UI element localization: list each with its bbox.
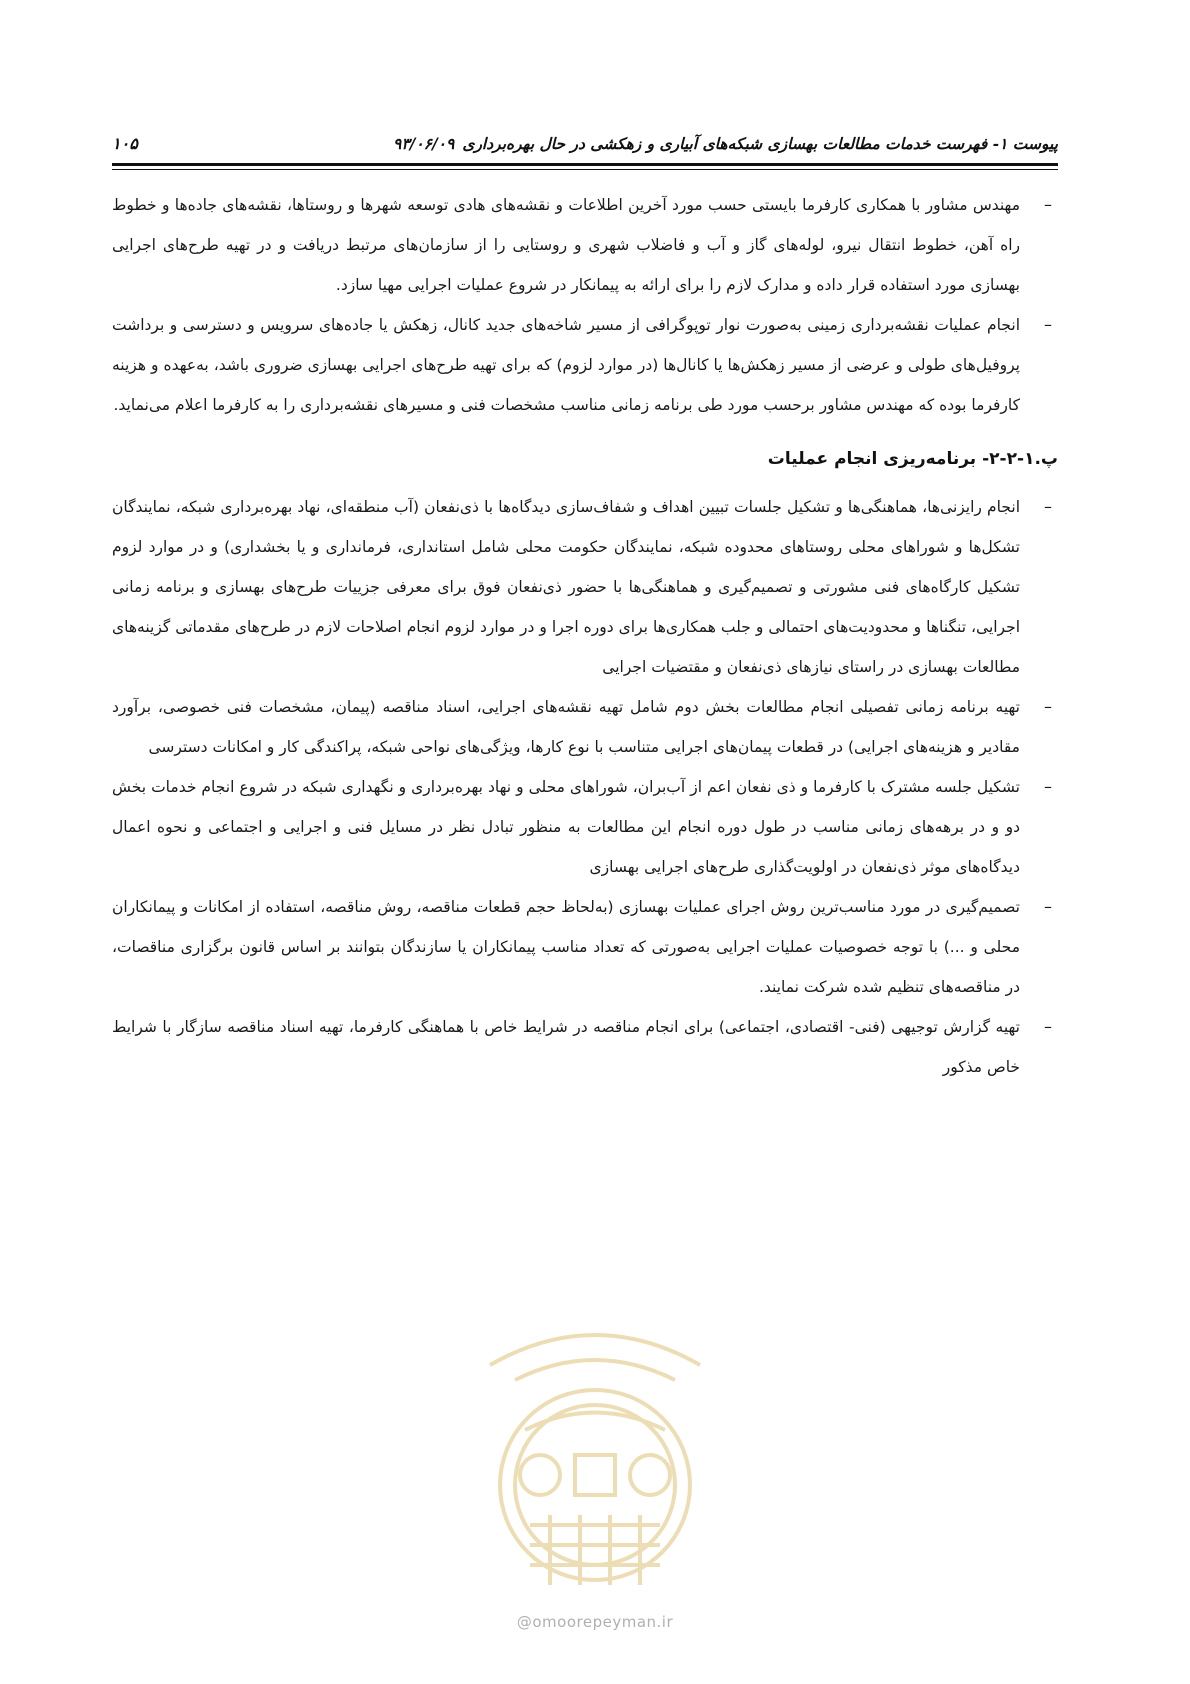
list-item-text: تهیه برنامه زمانی تفصیلی انجام مطالعات بخش دوم شامل تهیه نقشه‌های اجرایی، اسناد مناقصه (پیمان، مشخصات فنی خصوصی، برآورد مقادیر و هزینه‌های اجرایی) در قطعات پیمان‌های اجرایی متناسب با نوع کارها، ویژگی‌های نواحی شبکه، پراکندگی کار و امکانات دسترسی: [112, 698, 1020, 756]
list-item-text: انجام رایزنی‌ها، هماهنگی‌ها و تشکیل جلسات تبیین اهداف و شفاف‌سازی دیدگاه‌ها با ذی‌نفعان (آب منطقه‌ای، نهاد بهره‌برداری شبکه، نمایندگان تشکل‌ها و شوراهای محلی روستاهای محدوده شبکه، نمایندگان حکومت محلی شامل استانداری، فرمانداری و یا بخشداری) و در موارد لزوم تشکیل کارگاه‌های فنی مشورتی و تصمیم‌گیری و هماهنگی‌ها با حضور ذی‌نفعان فوق برای معرفی جزییات طرح‌های بهسازی و برنامه زمانی اجرایی، تنگناها و محدودیت‌های احتمالی و جلب همکاری‌ها برای دوره اجرا و در موارد لزوم انجام اصلاحات لازم در طرح‌های مقدماتی گزینه‌های مطالعات بهسازی در راستای نیازهای ذی‌نفعان و مقتضیات اجرایی: [112, 498, 1020, 676]
list-item: [112, 767, 1058, 887]
dash-bullet-icon: –: [1044, 497, 1052, 516]
dash-bullet-icon: –: [1044, 195, 1052, 214]
dash-bullet-icon: –: [1044, 897, 1052, 916]
bullet-list-section: [112, 487, 1058, 1087]
page-header: [112, 128, 1058, 158]
list-item: [112, 185, 1058, 305]
page-number: ۱۰۵: [112, 133, 138, 153]
page-content: [112, 185, 1058, 1087]
section-heading: پ.۱-۲-۲- برنامه‌ریزی انجام عملیات: [767, 449, 1058, 469]
header-date: ۹۳/۰۶/۰۹: [393, 133, 455, 153]
list-item: [112, 687, 1058, 767]
list-item-text: تهیه گزارش توجیهی (فنی- اقتصادی، اجتماعی) برای انجام مناقصه در شرایط خاص با هماهنگی کارفرما، تهیه اسناد مناقصه سازگار با شرایط خاص مذکور: [112, 1018, 1020, 1076]
list-item: [112, 487, 1058, 687]
dash-bullet-icon: –: [1044, 697, 1052, 716]
seal-logo-icon: [470, 1325, 720, 1615]
list-item: [112, 887, 1058, 1007]
list-item-text: انجام عملیات نقشه‌برداری زمینی به‌صورت نوار توپوگرافی از مسیر شاخه‌های جدید کانال، زهکش یا جاده‌های سرویس و دسترسی و برداشت پروفیل‌های طولی و عرضی از مسیر زهکش‌ها یا کانال‌ها (در موارد لزوم) که برای تهیه طرح‌های اجرایی بهسازی ضروری باشد، به‌عهده و هزینه کارفرما بوده که مهندس مشاور برحسب مورد طی برنامه زمانی مناسب مشخصات فنی و مسیرهای نقشه‌برداری را به کارفرما اعلام می‌نماید.: [112, 316, 1020, 414]
list-item-text: تصمیم‌گیری در مورد مناسب‌ترین روش اجرای عملیات بهسازی (به‌لحاظ حجم قطعات مناقصه، روش مناقصه، استفاده از امکانات و پیمانکاران محلی و ...) با توجه خصوصیات عملیات اجرایی به‌صورتی که تعداد مناسب پیمانکاران یا سازندگان بتوانند بر اساس قانون برگزاری مناقصات، در مناقصه‌های تنظیم شده شرکت نمایند.: [112, 898, 1020, 996]
header-rule-thin: [112, 169, 1058, 170]
dash-bullet-icon: –: [1044, 777, 1052, 796]
list-item: [112, 1007, 1058, 1087]
bullet-list-top: [112, 185, 1058, 425]
list-item: [112, 305, 1058, 425]
header-title: پیوست ۱- فهرست خدمات مطالعات بهسازی شبکه‌های آبیاری و زهکشی در حال بهره‌برداری: [462, 133, 1058, 153]
watermark-caption: @omoorepeyman.ir: [516, 1613, 674, 1631]
dash-bullet-icon: –: [1044, 315, 1052, 334]
list-item-text: مهندس مشاور با همکاری کارفرما بایستی حسب مورد آخرین اطلاعات و نقشه‌های هادی توسعه شهرها و روستاها، نقشه‌های جاده‌ها و خطوط راه آهن، خطوط انتقال نیرو، لوله‌های گاز و آب و فاضلاب شهری و روستایی را از سازمان‌های مرتبط دریافت و در تهیه طرح‌های اجرایی بهسازی مورد استفاده قرار داده و مدارک لازم را برای ارائه به پیمانکار در شروع عملیات اجرایی مهیا سازد.: [112, 196, 1020, 294]
dash-bullet-icon: –: [1044, 1017, 1052, 1036]
header-rule-thick: [112, 163, 1058, 166]
list-item-text: تشکیل جلسه مشترک با کارفرما و ذی نفعان اعم از آب‌بران، شوراهای محلی و نهاد بهره‌برداری و نگهداری شبکه در شروع انجام خدمات بخش دو و در برهه‌های زمانی مناسب در طول دوره انجام این مطالعات به منظور تبادل نظر در مسایل فنی و اجرایی و اجتماعی و نحوه اعمال دیدگاه‌های موثر ذی‌نفعان در اولویت‌گذاری طرح‌های اجرایی بهسازی: [112, 778, 1020, 876]
header-title-block: [393, 134, 1058, 153]
